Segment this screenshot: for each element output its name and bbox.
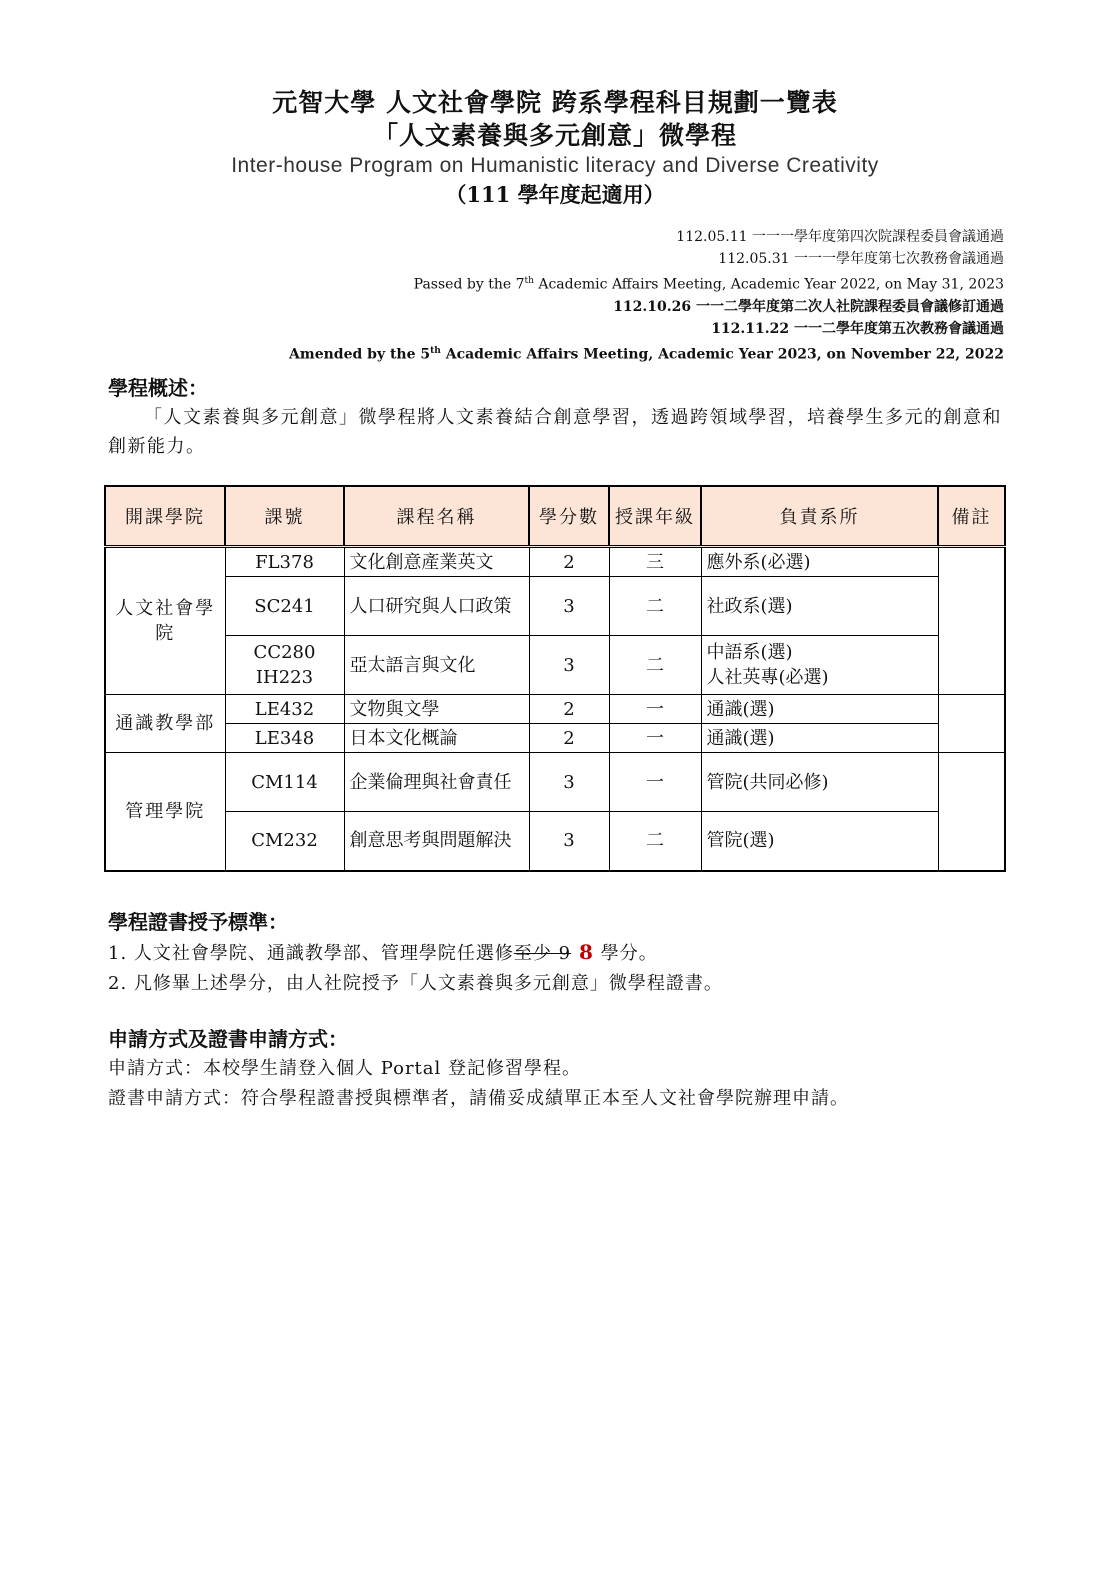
course-code: SC241 [225,577,344,636]
table-row [105,724,1005,753]
course-code-cell [225,636,344,695]
amendment-text: Amended by the 5 [289,346,431,363]
remarks-cell [938,547,1005,695]
course-code: CM114 [225,753,344,812]
course-credits: 2 [529,724,609,753]
course-department: 社政系(選) [701,577,938,636]
table-row [105,636,1005,695]
course-code: FL378 [225,547,344,577]
course-name: 文物與文學 [344,695,529,724]
course-credits: 2 [529,695,609,724]
header-department: 負責系所 [701,486,938,547]
course-code-secondary: IH223 [255,667,314,688]
course-credits: 3 [529,577,609,636]
course-code: CC280 [253,642,316,663]
course-code: CM232 [225,812,344,871]
course-credits: 3 [529,812,609,871]
document-title: 元智大學 人文社會學院 跨系學程科目規劃一覽表 [272,88,838,117]
course-code: LE432 [225,695,344,724]
approval-line: 112.05.31 一一一學年度第七次教務會議通過 [718,251,1004,267]
course-grade: 一 [609,724,701,753]
approval-text: Academic Affairs Meeting, Academic Year 2022, on May 31, 2023 [533,276,1004,293]
table-header-row [105,486,1005,547]
course-table [104,485,1006,872]
course-department: 管院(選) [701,812,938,871]
criteria-item: 2. 凡修畢上述學分，由人社院授予「人文素養與多元創意」微學程證書。 [108,973,723,994]
course-grade: 二 [609,636,701,695]
college-cell: 通識教學部 [105,695,225,753]
course-grade: 二 [609,577,701,636]
course-department: 通識(選) [701,724,938,753]
course-credits: 2 [529,547,609,577]
college-cell: 管理學院 [105,753,225,871]
college-cell: 人文社會學院 [105,547,225,695]
course-name: 文化創意產業英文 [344,547,529,577]
title-block [0,86,1110,210]
header-college: 開課學院 [105,486,225,547]
amendment-line-english [289,340,1004,366]
course-department-cell [701,636,938,695]
certificate-heading: 學程證書授予標準： [108,910,288,934]
certificate-application-method: 證書申請方式：符合學程證書授與標準者，請備妥成績單正本至人文社會學院辦理申請。 [108,1088,849,1109]
application-info [108,1054,849,1114]
program-name: 「人文素養與多元創意」微學程 [372,121,737,150]
course-grade: 一 [609,753,701,812]
course-name: 日本文化概論 [344,724,529,753]
program-name-english: Inter-house Program on Humanistic literacy and Diverse Creativity [231,154,879,177]
header-course-code: 課號 [225,486,344,547]
header-grade: 授課年級 [609,486,701,547]
course-grade: 一 [609,695,701,724]
overview-heading: 學程概述： [108,376,208,400]
header-credits: 學分數 [529,486,609,547]
approval-line: 112.05.11 一一一學年度第四次院課程委員會議通過 [676,229,1004,245]
struck-text: 至少 9 [513,943,572,964]
criteria-item [108,937,723,969]
table-row [105,812,1005,871]
certificate-criteria [108,937,723,999]
course-department: 中語系(選) [706,642,793,663]
header-remarks: 備註 [938,486,1005,547]
course-name: 人口研究與人口政策 [344,577,529,636]
criteria-text: 1. 人文社會學院、通識教學部、管理學院任選修 [108,943,514,964]
course-name: 創意思考與問題解決 [344,812,529,871]
amendment-line: 112.10.26 一一二學年度第二次人社院課程委員會議修訂通過 [613,298,1004,315]
course-department-secondary: 人社英專(必選) [706,667,829,688]
table-row [105,577,1005,636]
course-credits: 3 [529,636,609,695]
course-grade: 三 [609,547,701,577]
approval-text: Passed by the 7 [413,276,525,293]
approval-line-english [289,270,1004,296]
course-name: 企業倫理與社會責任 [344,753,529,812]
course-credits: 3 [529,753,609,812]
course-department: 通識(選) [701,695,938,724]
ordinal-suffix: th [430,345,441,356]
course-name: 亞太語言與文化 [344,636,529,695]
header-course-name: 課程名稱 [344,486,529,547]
amendment-line: 112.11.22 一一二學年度第五次教務會議通過 [711,320,1004,337]
overview-text: 「人文素養與多元創意」微學程將人文素養結合創意學習，透過跨領域學習，培養學生多元的創意和創新能力。 [108,407,1002,457]
table-row [105,695,1005,724]
amendment-text: Academic Affairs Meeting, Academic Year 2023, on November 22, 2022 [440,346,1004,363]
remarks-cell [938,753,1005,871]
course-code: LE348 [225,724,344,753]
remarks-cell [938,695,1005,753]
table-row [105,547,1005,577]
application-method: 申請方式：本校學生請登入個人 Portal 登記修習學程。 [108,1058,581,1079]
course-department: 管院(共同必修) [701,753,938,812]
course-department: 應外系(必選) [701,547,938,577]
course-grade: 二 [609,812,701,871]
ordinal-suffix: th [524,276,534,286]
table-row [105,753,1005,812]
criteria-text: 學分。 [593,943,658,964]
application-heading: 申請方式及證書申請方式： [108,1027,348,1051]
revised-credits: 8 [571,940,594,964]
applicable-year: （111 學年度起適用） [445,182,665,207]
approval-history [289,226,1004,365]
